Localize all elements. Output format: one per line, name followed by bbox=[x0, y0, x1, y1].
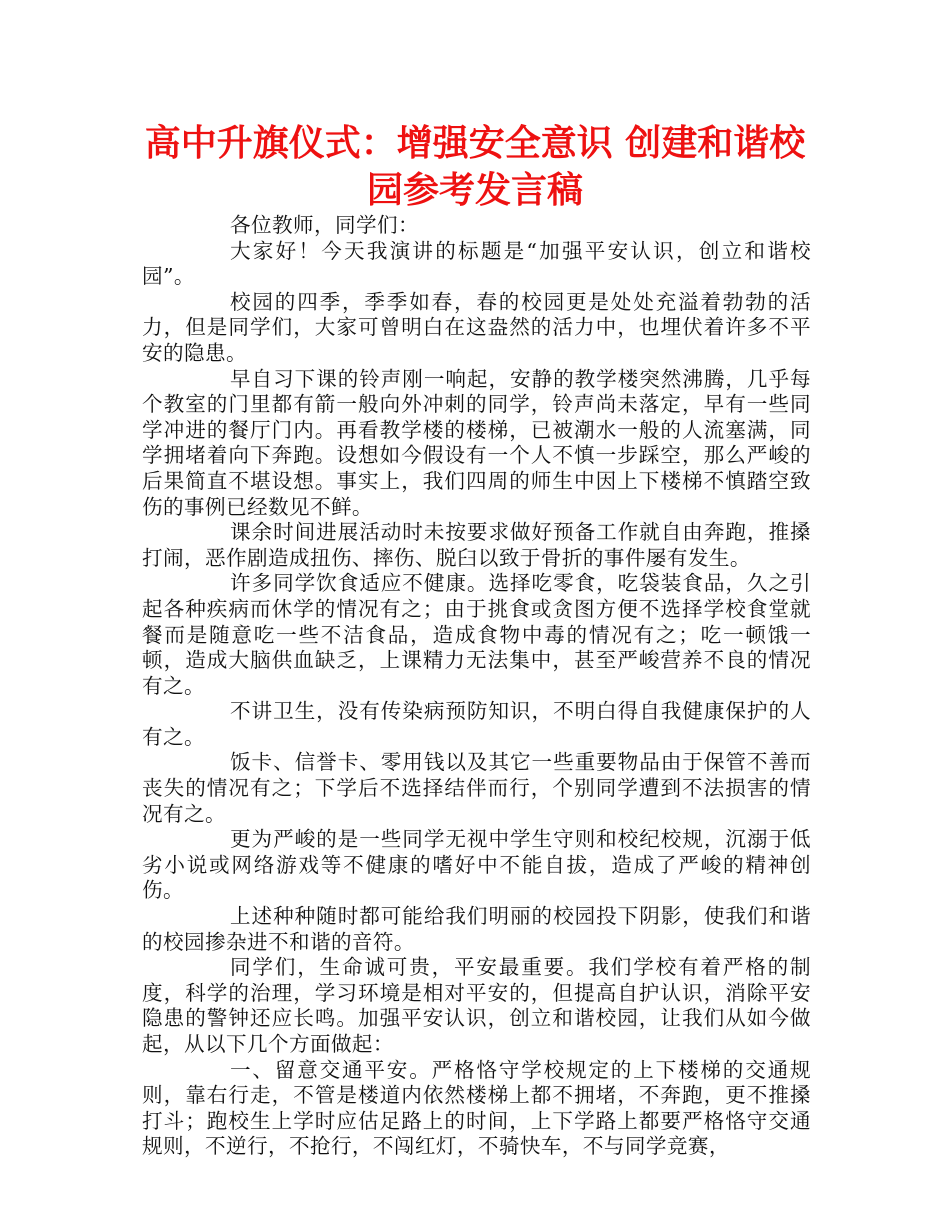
paragraph-stairs: 早自习下课的铃声刚一响起，安静的教学楼突然沸腾，几乎每个教室的门里都有箭一般向外冲刺的同学，铃声尚未落定，早有一些同学冲进的餐厅门内。再看教学楼的楼梯，已被潮水一般的人流塞满，同学拥堵着向下奔跑。设想如今假设有一个人不慎一步踩空，那么严峻的后果简直不堪设想。事实上，我们四周的师生中因上下楼梯不慎踏空致伤的事例已经数见不鲜。 bbox=[142, 366, 811, 519]
title-line-2: 园参考发言稿 bbox=[366, 170, 583, 211]
paragraph-activities: 课余时间进展活动时未按要求做好预备工作就自由奔跑，推搡打闹，恶作剧造成扭伤、摔伤、脱臼以致于骨折的事件屡有发生。 bbox=[142, 520, 811, 570]
document-title bbox=[0, 120, 950, 214]
paragraph-shadow: 上述种种随时都可能给我们明丽的校园投下阴影，使我们和谐的校园掺杂进不和谐的音符。 bbox=[142, 904, 811, 954]
paragraph-call-to-action: 同学们，生命诚可贵，平安最重要。我们学校有着严格的制度，科学的治理，学习环境是相对平安的，但提高自护认识，消除平安隐患的警钟还应长鸣。加强平安认识，创立和谐校园，让我们从如今做起，从以下几个方面做起： bbox=[142, 955, 811, 1056]
paragraph-campus-seasons: 校园的四季，季季如春，春的校园更是处处充溢着勃勃的活力，但是同学们，大家可曾明白在这盎然的活力中，也埋伏着许多不平安的隐患。 bbox=[142, 289, 811, 365]
title-line-1: 高中升旗仪式：增强安全意识 创建和谐校 bbox=[144, 123, 806, 164]
paragraph-diet: 许多同学饮食适应不健康。选择吃零食，吃袋装食品，久之引起各种疾病而休学的情况有之；由于挑食或贪图方便不选择学校食堂就餐而是随意吃一些不洁食品，造成食物中毒的情况有之；吃一顿饿一顿，造成大脑供血缺乏，上课精力无法集中，甚至严峻营养不良的情况有之。 bbox=[142, 571, 811, 698]
paragraph-opening: 大家好！今天我演讲的标题是“加强平安认识，创立和谐校园”。 bbox=[142, 238, 811, 289]
paragraph-hygiene: 不讲卫生，没有传染病预防知识，不明白得自我健康保护的人有之。 bbox=[142, 699, 811, 749]
document-body bbox=[142, 213, 811, 1160]
paragraph-games: 更为严峻的是一些同学无视中学生守则和校纪校规，沉溺于低劣小说或网络游戏等不健康的嗜好中不能自拔，造成了严峻的精神创伤。 bbox=[142, 827, 811, 903]
paragraph-greeting: 各位教师，同学们： bbox=[230, 213, 419, 237]
paragraph-belongings: 饭卡、信誉卡、零用钱以及其它一些重要物品由于保管不善而丧失的情况有之；下学后不选择结伴而行，个别同学遭到不法损害的情况有之。 bbox=[142, 750, 811, 826]
paragraph-traffic-safety: 一、留意交通平安。严格恪守学校规定的上下楼梯的交通规则，靠右行走，不管是楼道内依然楼梯上都不拥堵，不奔跑，更不推搡打斗；跑校生上学时应估足路上的时间，上下学路上都要严格恪守交通规则，不逆行，不抢行，不闯红灯，不骑快车，不与同学竞赛， bbox=[142, 1057, 811, 1159]
